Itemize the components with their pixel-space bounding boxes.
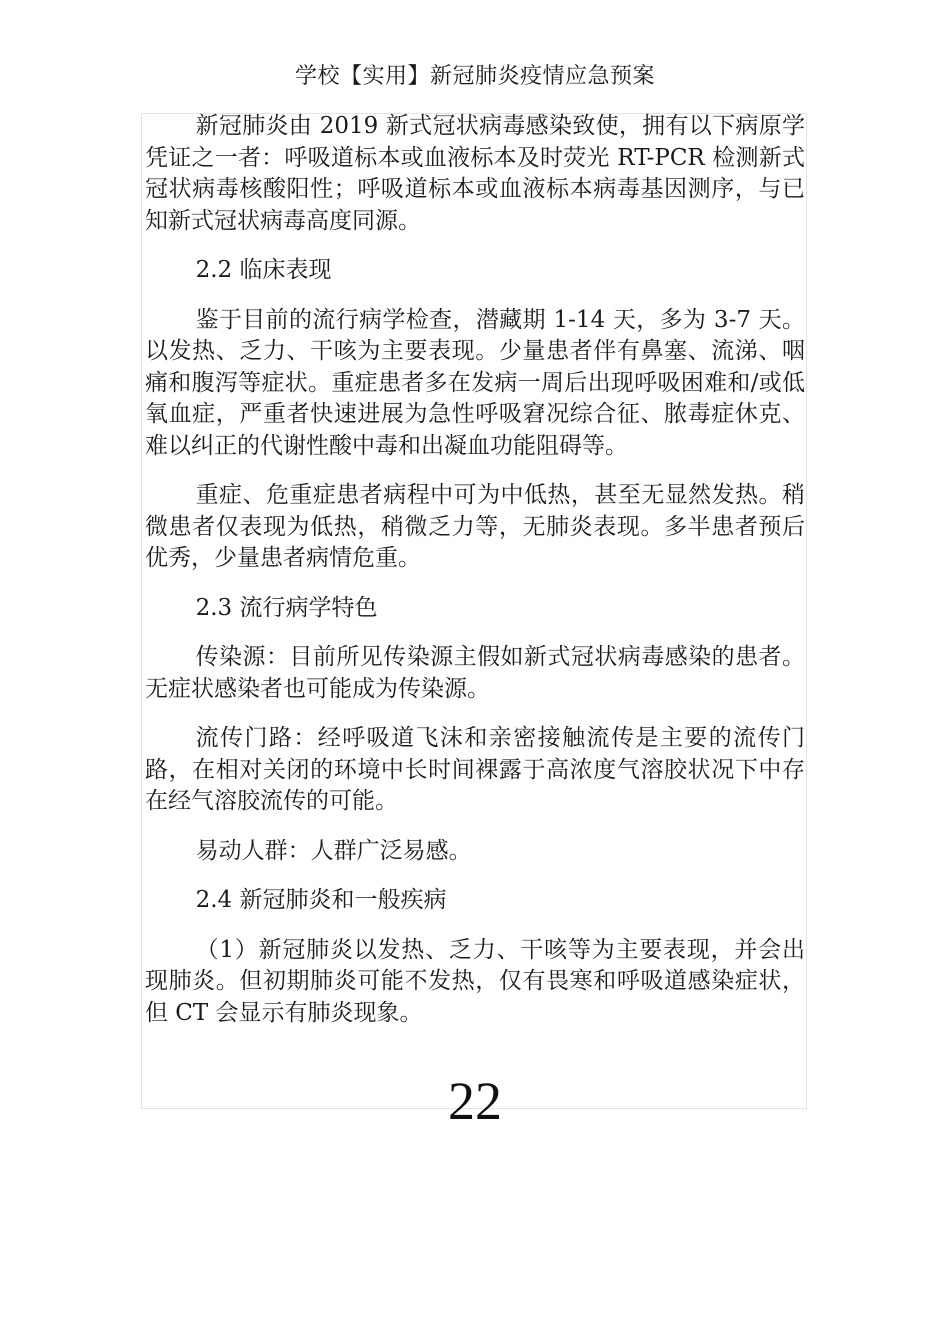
page-number: 22 [448,1071,502,1131]
paragraph-clinical-symptoms: 鉴于目前的流行病学检查，潜藏期 1-14 天，多为 3-7 天。以发热、乏力、干咳为主要表现。少量患者伴有鼻塞、流涕、咽痛和腹泻等症状。重症患者多在发病一周后出现呼吸困难和/或低氧血症，严重者快速进展为急性呼吸窘况综合征、脓毒症休克、难以纠正的代谢性酸中毒和出凝血功能阻碍等。 [145,306,805,459]
section-heading-clinical: 2.2 临床表现 [195,257,332,283]
paragraph-transmission-route: 流传门路：经呼吸道飞沫和亲密接触流传是主要的流传门路，在相对关闭的环境中长时间裸露于高浓度气溶胶状况下中存在经气溶胶流传的可能。 [145,725,805,814]
paragraph-infection-source: 传染源：目前所见传染源主假如新式冠状病毒感染的患者。无症状感染者也可能成为传染源。 [145,644,805,702]
paragraph-severe-cases: 重症、危重症患者病程中可为中低热，甚至无显然发热。稍微患者仅表现为低热，稍微乏力等，无肺炎表现。多半患者预后优秀，少量患者病情危重。 [145,482,805,571]
paragraph-comparison-item-1: （1）新冠肺炎以发热、乏力、干咳等为主要表现，并会出现肺炎。但初期肺炎可能不发热，仅有畏寒和呼吸道感染症状，但 CT 会显示有肺炎现象。 [145,936,805,1026]
document-body [145,111,805,1047]
paragraph-pathogen-evidence: 新冠肺炎由 2019 新式冠状病毒感染致使，拥有以下病原学凭证之一者：呼吸道标本或血液标本及时荧光 RT-PCR 检测新式冠状病毒核酸阳性；呼吸道标本或血液标本病毒基因测序，与已知新式冠状病毒高度同源。 [145,113,805,234]
page-header: 学校【实用】新冠肺炎疫情应急预案 [294,64,655,89]
paragraph-susceptible-population: 易动人群：人群广泛易感。 [195,837,472,864]
section-heading-epidemiology: 2.3 流行病学特色 [195,594,378,621]
section-heading-comparison: 2.4 新冠肺炎和一般疾病 [195,887,447,913]
